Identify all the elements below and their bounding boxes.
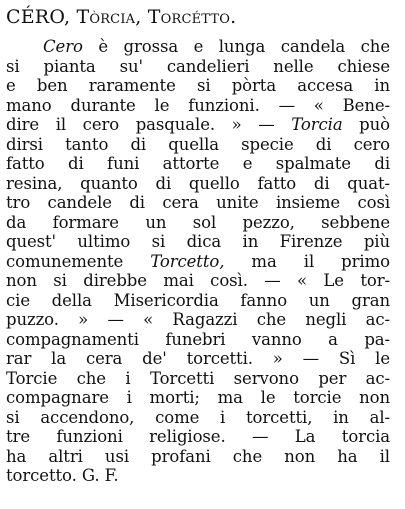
text-run: cie della Misericordia fanno un gran	[6, 290, 390, 310]
text-line	[6, 330, 390, 350]
text-run: torcetto. G. F.	[6, 466, 119, 485]
text-run: comunemente	[6, 251, 151, 271]
text-line	[6, 310, 390, 330]
text-line	[6, 447, 390, 467]
entry-body	[6, 37, 399, 486]
text-run: quest' ultimo si dica in Firenze più	[6, 232, 390, 251]
text-line	[6, 96, 390, 116]
text-line	[6, 291, 390, 311]
italic-term: Torcia	[291, 115, 343, 134]
text-run: compagnare i morti; ma le torcie non	[6, 388, 390, 407]
text-run: rar la cera de' torcetti. » — Sì le	[6, 349, 390, 368]
text-line	[6, 76, 390, 96]
text-line	[6, 271, 390, 291]
text-line	[6, 37, 390, 57]
heading-word-cero: CÉRO,	[6, 6, 71, 28]
text-run: è grossa e lunga candela che	[82, 37, 390, 56]
text-run: resina, quanto di quello fatto di quat-	[6, 173, 390, 193]
text-run: mano durante le funzioni. — « Bene-	[6, 95, 390, 115]
text-run: si pianta su' candelieri nelle chiese	[6, 56, 390, 76]
text-line	[6, 427, 390, 447]
text-run: si accendono, come i torcetti, in al-	[6, 407, 390, 427]
italic-term: Cero	[43, 37, 83, 56]
text-line	[6, 193, 390, 213]
text-line	[6, 466, 390, 486]
text-run: e ben raramente si pòrta accesa in	[6, 76, 390, 95]
text-run: non si direbbe mai così. — « Le tor-	[6, 271, 390, 290]
heading-word-torcia: Tòrcia,	[76, 6, 142, 28]
text-line	[6, 408, 390, 428]
text-run: da formare un sol pezzo, sebbene	[6, 212, 390, 232]
text-line	[6, 115, 390, 135]
text-line	[6, 154, 390, 174]
text-line	[6, 252, 390, 272]
text-run: dirsi tanto di quella specie di cero	[6, 134, 390, 154]
text-line	[6, 213, 390, 233]
text-line	[6, 174, 390, 194]
text-line	[6, 369, 390, 389]
text-line	[6, 232, 390, 252]
entry-heading	[6, 4, 399, 30]
italic-term: Torcetto,	[150, 251, 225, 271]
heading-word-torcetto: Torcétto.	[147, 6, 237, 28]
text-run: compagnamenti funebri vanno a pa-	[6, 329, 390, 349]
text-run: tre funzioni religiose. — La torcia	[6, 427, 390, 446]
text-run: ha altri usi profani che non ha il	[6, 446, 390, 466]
text-line	[6, 57, 390, 77]
text-run: Torcie che i Torcetti servono per ac-	[6, 368, 390, 388]
text-run: tro candele di cera unite insieme così	[6, 193, 390, 212]
text-line	[6, 135, 390, 155]
text-run: può	[342, 115, 391, 134]
text-line	[6, 349, 390, 369]
text-line	[6, 388, 390, 408]
text-run: dire il cero pasquale. » —	[6, 115, 292, 134]
text-run: fatto di funi attorte e spalmate di	[6, 154, 390, 173]
text-run: ma il primo	[224, 251, 390, 271]
text-run: puzzo. » — « Ragazzi che negli ac-	[6, 310, 390, 329]
